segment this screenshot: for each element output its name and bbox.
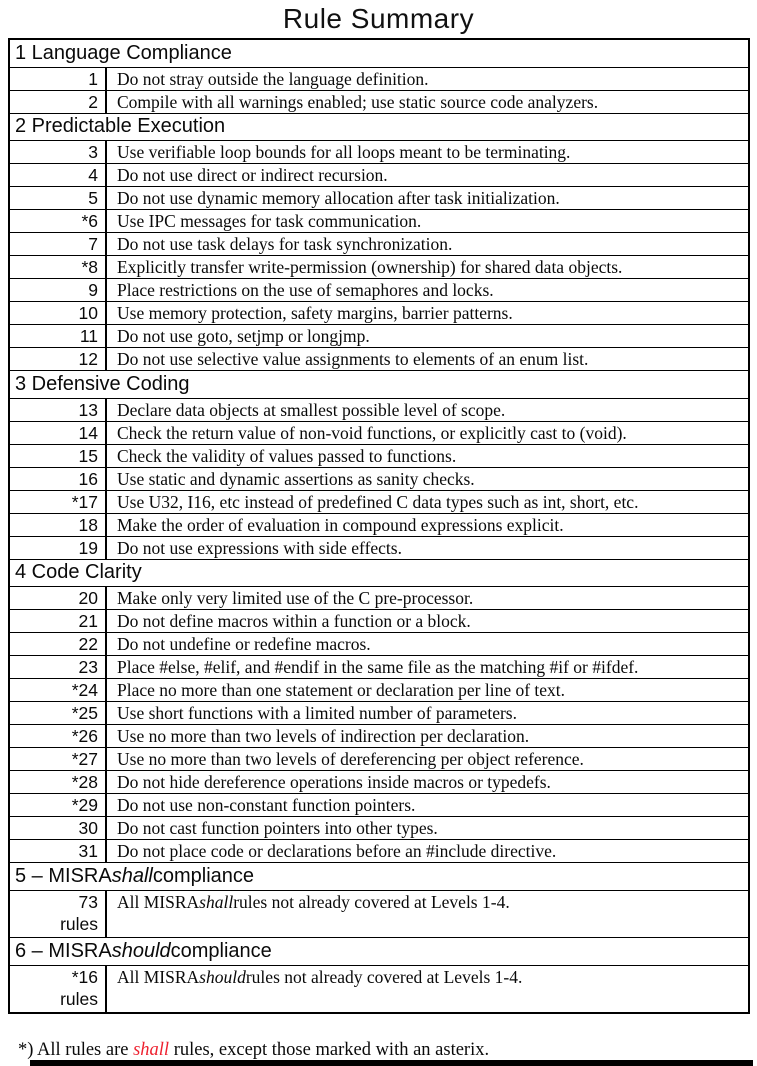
rule-text bbox=[107, 679, 748, 701]
rule-number bbox=[10, 725, 107, 747]
rule-text bbox=[107, 91, 748, 113]
rule-text-pre: Do not use goto, setjmp or longjmp. bbox=[117, 326, 370, 346]
footnote-accent: shall bbox=[133, 1040, 170, 1060]
rule-number bbox=[10, 325, 107, 347]
rule-row bbox=[10, 209, 748, 232]
section-header bbox=[10, 113, 748, 141]
rule-text-pre: Check the return value of non-void functions, or explicitly cast to (void). bbox=[117, 422, 627, 443]
rule-row bbox=[10, 609, 748, 632]
rule-text bbox=[107, 966, 748, 1013]
rule-number-unit: rules bbox=[60, 913, 98, 934]
rule-number bbox=[10, 468, 107, 490]
rule-text bbox=[107, 748, 748, 770]
section-header-text-post: compliance bbox=[152, 864, 255, 887]
rule-number-value: 7 bbox=[88, 234, 98, 254]
rule-text bbox=[107, 141, 748, 163]
rule-text bbox=[107, 399, 748, 421]
rule-row bbox=[10, 347, 748, 370]
rule-text-pre: Make only very limited use of the C pre-processor. bbox=[117, 588, 474, 608]
rule-text-pre: Do not use expressions with side effects. bbox=[117, 537, 402, 558]
rule-row bbox=[10, 90, 748, 113]
rule-row bbox=[10, 816, 748, 839]
rule-row bbox=[10, 586, 748, 609]
section-header-italic: should bbox=[111, 939, 171, 962]
section-header bbox=[10, 370, 748, 398]
rule-text bbox=[107, 187, 748, 209]
rule-text-pre: Do not use dynamic memory allocation after task initialization. bbox=[117, 188, 560, 208]
rule-text bbox=[107, 514, 748, 536]
rule-number bbox=[10, 656, 107, 678]
rule-row bbox=[10, 890, 748, 938]
rule-row bbox=[10, 724, 748, 747]
rule-row bbox=[10, 398, 748, 421]
rule-text-pre: Compile with all warnings enabled; use static source code analyzers. bbox=[117, 91, 599, 112]
rule-number bbox=[10, 399, 107, 421]
rule-row bbox=[10, 701, 748, 724]
rule-row bbox=[10, 232, 748, 255]
rule-row bbox=[10, 421, 748, 444]
rule-row bbox=[10, 536, 748, 559]
rule-text bbox=[107, 771, 748, 793]
rule-text bbox=[107, 210, 748, 232]
rule-row bbox=[10, 278, 748, 301]
rule-text bbox=[107, 68, 748, 90]
rule-number bbox=[10, 302, 107, 324]
rule-number-value: 12 bbox=[78, 349, 98, 369]
rule-text bbox=[107, 840, 748, 862]
rule-text-pre: Check the validity of values passed to functions. bbox=[117, 445, 457, 466]
rule-text-pre: Do not cast function pointers into other types. bbox=[117, 818, 438, 838]
rule-number-value: 2 bbox=[88, 91, 98, 112]
rule-number bbox=[10, 966, 107, 1013]
rule-number-value: *6 bbox=[81, 211, 98, 231]
rule-number bbox=[10, 348, 107, 370]
rule-number bbox=[10, 210, 107, 232]
rule-number-value: *26 bbox=[71, 726, 98, 746]
rule-number bbox=[10, 891, 107, 938]
rule-row bbox=[10, 301, 748, 324]
rule-text bbox=[107, 164, 748, 186]
rule-text-pre: Declare data objects at smallest possible level of scope. bbox=[117, 399, 506, 420]
section-header-text: 3 Defensive Coding bbox=[15, 372, 190, 395]
rule-text-pre: Do not hide dereference operations inside macros or typedefs. bbox=[117, 772, 551, 792]
rule-text-pre: Use no more than two levels of dereferencing per object reference. bbox=[117, 749, 584, 769]
rule-number-unit: rules bbox=[60, 988, 98, 1009]
rule-number bbox=[10, 610, 107, 632]
bottom-bar bbox=[30, 1060, 753, 1066]
rule-number-value: 21 bbox=[78, 611, 98, 631]
rule-row bbox=[10, 67, 748, 90]
section-header-text: 1 Language Compliance bbox=[15, 41, 232, 64]
rule-number-value: *25 bbox=[71, 703, 98, 723]
section-header bbox=[10, 40, 748, 67]
rule-row bbox=[10, 839, 748, 862]
rule-text-italic: should bbox=[199, 966, 246, 987]
rule-row bbox=[10, 140, 748, 163]
rule-text bbox=[107, 587, 748, 609]
rule-text-pre: Use no more than two levels of indirection per declaration. bbox=[117, 726, 530, 746]
rule-text bbox=[107, 348, 748, 370]
rule-number bbox=[10, 679, 107, 701]
rule-number bbox=[10, 748, 107, 770]
rule-number bbox=[10, 141, 107, 163]
rule-text bbox=[107, 325, 748, 347]
rule-text-pre: Use static and dynamic assertions as sanity checks. bbox=[117, 468, 475, 489]
rule-number-value: 5 bbox=[88, 188, 98, 208]
rule-text bbox=[107, 491, 748, 513]
rule-text-italic: shall bbox=[199, 891, 234, 912]
rule-number-value: *27 bbox=[71, 749, 98, 769]
rule-number-value: 19 bbox=[78, 537, 98, 558]
rule-number bbox=[10, 840, 107, 862]
rule-text bbox=[107, 633, 748, 655]
rule-number-value: 15 bbox=[78, 445, 98, 466]
rule-text-pre: Place #else, #elif, and #endif in the same file as the matching #if or #ifdef. bbox=[117, 657, 639, 677]
rule-number bbox=[10, 794, 107, 816]
rule-number bbox=[10, 633, 107, 655]
rule-number-value: 31 bbox=[78, 841, 98, 861]
section-header-text: 6 – MISRA bbox=[15, 939, 112, 962]
rule-number bbox=[10, 256, 107, 278]
rule-row bbox=[10, 632, 748, 655]
rule-number-value: 16 bbox=[78, 468, 98, 489]
rule-number-value: 3 bbox=[88, 142, 98, 162]
rule-text bbox=[107, 279, 748, 301]
rule-number-value: *8 bbox=[81, 257, 98, 277]
rule-row bbox=[10, 255, 748, 278]
rule-number-value: 11 bbox=[79, 326, 98, 346]
rule-row bbox=[10, 965, 748, 1013]
rule-row bbox=[10, 444, 748, 467]
rule-number bbox=[10, 164, 107, 186]
rule-number-value: *28 bbox=[71, 772, 98, 792]
rule-text-pre: All MISRA bbox=[117, 891, 200, 912]
rule-row bbox=[10, 513, 748, 536]
section-header-text: 2 Predictable Execution bbox=[15, 115, 226, 138]
rule-text bbox=[107, 891, 748, 938]
section-header bbox=[10, 937, 748, 965]
rule-number bbox=[10, 587, 107, 609]
rule-row bbox=[10, 324, 748, 347]
footnote-text-post: rules, except those marked with an asterix. bbox=[169, 1040, 490, 1060]
rule-text bbox=[107, 817, 748, 839]
section-header-text-post: compliance bbox=[170, 939, 272, 962]
rule-number-value: 10 bbox=[78, 303, 98, 323]
rule-table bbox=[8, 38, 750, 1014]
rule-text-pre: Do not use selective value assignments to elements of an enum list. bbox=[117, 349, 589, 369]
rule-text-pre: Do not use non-constant function pointers. bbox=[117, 795, 416, 815]
rule-text bbox=[107, 256, 748, 278]
rule-row bbox=[10, 467, 748, 490]
rule-number bbox=[10, 68, 107, 90]
rule-text bbox=[107, 422, 748, 444]
footnote bbox=[18, 1040, 489, 1061]
rule-row bbox=[10, 655, 748, 678]
rule-row bbox=[10, 793, 748, 816]
rule-number bbox=[10, 91, 107, 113]
section-header-text: 4 Code Clarity bbox=[15, 561, 142, 584]
rule-text-pre: All MISRA bbox=[117, 966, 200, 987]
rule-text bbox=[107, 302, 748, 324]
rule-number bbox=[10, 817, 107, 839]
rule-number-value: 4 bbox=[88, 165, 98, 185]
rule-number-value: 1 bbox=[88, 68, 98, 89]
section-header bbox=[10, 559, 748, 587]
rule-number bbox=[10, 702, 107, 724]
rule-text bbox=[107, 537, 748, 559]
rule-number bbox=[10, 279, 107, 301]
rule-text-post: rules not already covered at Levels 1-4. bbox=[245, 966, 523, 987]
rule-number bbox=[10, 422, 107, 444]
rule-number-value: 73 bbox=[78, 891, 98, 912]
rule-row bbox=[10, 747, 748, 770]
rule-text bbox=[107, 468, 748, 490]
page-title: Rule Summary bbox=[282, 3, 475, 34]
rule-text-post: rules not already covered at Levels 1-4. bbox=[233, 891, 510, 912]
rule-text bbox=[107, 725, 748, 747]
rule-number-value: 20 bbox=[78, 588, 98, 608]
rule-number bbox=[10, 187, 107, 209]
rule-text bbox=[107, 233, 748, 255]
rule-number-value: 18 bbox=[78, 514, 98, 535]
rule-row bbox=[10, 678, 748, 701]
rule-text-pre: Use memory protection, safety margins, barrier patterns. bbox=[117, 303, 513, 323]
rule-number-value: *24 bbox=[71, 680, 98, 700]
rule-text-pre: Explicitly transfer write-permission (ownership) for shared data objects. bbox=[117, 257, 623, 277]
rule-row bbox=[10, 186, 748, 209]
rule-text bbox=[107, 656, 748, 678]
rule-text-pre: Do not use task delays for task synchronization. bbox=[117, 234, 453, 254]
footnote-text-pre: *) All rules are bbox=[18, 1040, 134, 1060]
rule-text bbox=[107, 610, 748, 632]
rule-number bbox=[10, 537, 107, 559]
rule-row bbox=[10, 163, 748, 186]
rule-text-pre: Place restrictions on the use of semaphores and locks. bbox=[117, 280, 494, 300]
rule-text-pre: Use verifiable loop bounds for all loops meant to be terminating. bbox=[117, 142, 571, 162]
rule-text bbox=[107, 794, 748, 816]
rule-number bbox=[10, 771, 107, 793]
rule-number bbox=[10, 491, 107, 513]
rule-number bbox=[10, 514, 107, 536]
rule-number-value: 13 bbox=[78, 399, 98, 420]
rule-number-value: 14 bbox=[78, 422, 98, 443]
rule-text-pre: Make the order of evaluation in compound expressions explicit. bbox=[117, 514, 564, 535]
rule-row bbox=[10, 770, 748, 793]
rule-number-value: 9 bbox=[88, 280, 98, 300]
rule-number-value: *16 bbox=[71, 966, 98, 987]
rule-number bbox=[10, 233, 107, 255]
rule-number-value: 30 bbox=[78, 818, 98, 838]
rule-text-pre: Do not define macros within a function or a block. bbox=[117, 611, 471, 631]
rule-number-value: 23 bbox=[78, 657, 98, 677]
rule-text-pre: Do not undefine or redefine macros. bbox=[117, 634, 371, 654]
rule-text-pre: Do not use direct or indirect recursion. bbox=[117, 165, 388, 185]
rule-text-pre: Use short functions with a limited number of parameters. bbox=[117, 703, 517, 723]
rule-number-value: *29 bbox=[71, 795, 98, 815]
rule-number-value: *17 bbox=[71, 491, 98, 512]
rule-row bbox=[10, 490, 748, 513]
rule-text-pre: Do not place code or declarations before an #include directive. bbox=[117, 841, 557, 861]
rule-text-pre: Place no more than one statement or declaration per line of text. bbox=[117, 680, 566, 700]
rule-number-value: 22 bbox=[78, 634, 98, 654]
rule-text bbox=[107, 445, 748, 467]
section-header bbox=[10, 862, 748, 890]
section-header-text: 5 – MISRA bbox=[15, 864, 112, 887]
rule-text-pre: Do not stray outside the language definition. bbox=[117, 68, 429, 89]
rule-text-pre: Use U32, I16, etc instead of predefined C data types such as int, short, etc. bbox=[117, 491, 639, 512]
rule-number bbox=[10, 445, 107, 467]
rule-text bbox=[107, 702, 748, 724]
rule-text-pre: Use IPC messages for task communication. bbox=[117, 211, 422, 231]
section-header-italic: shall bbox=[111, 864, 153, 887]
